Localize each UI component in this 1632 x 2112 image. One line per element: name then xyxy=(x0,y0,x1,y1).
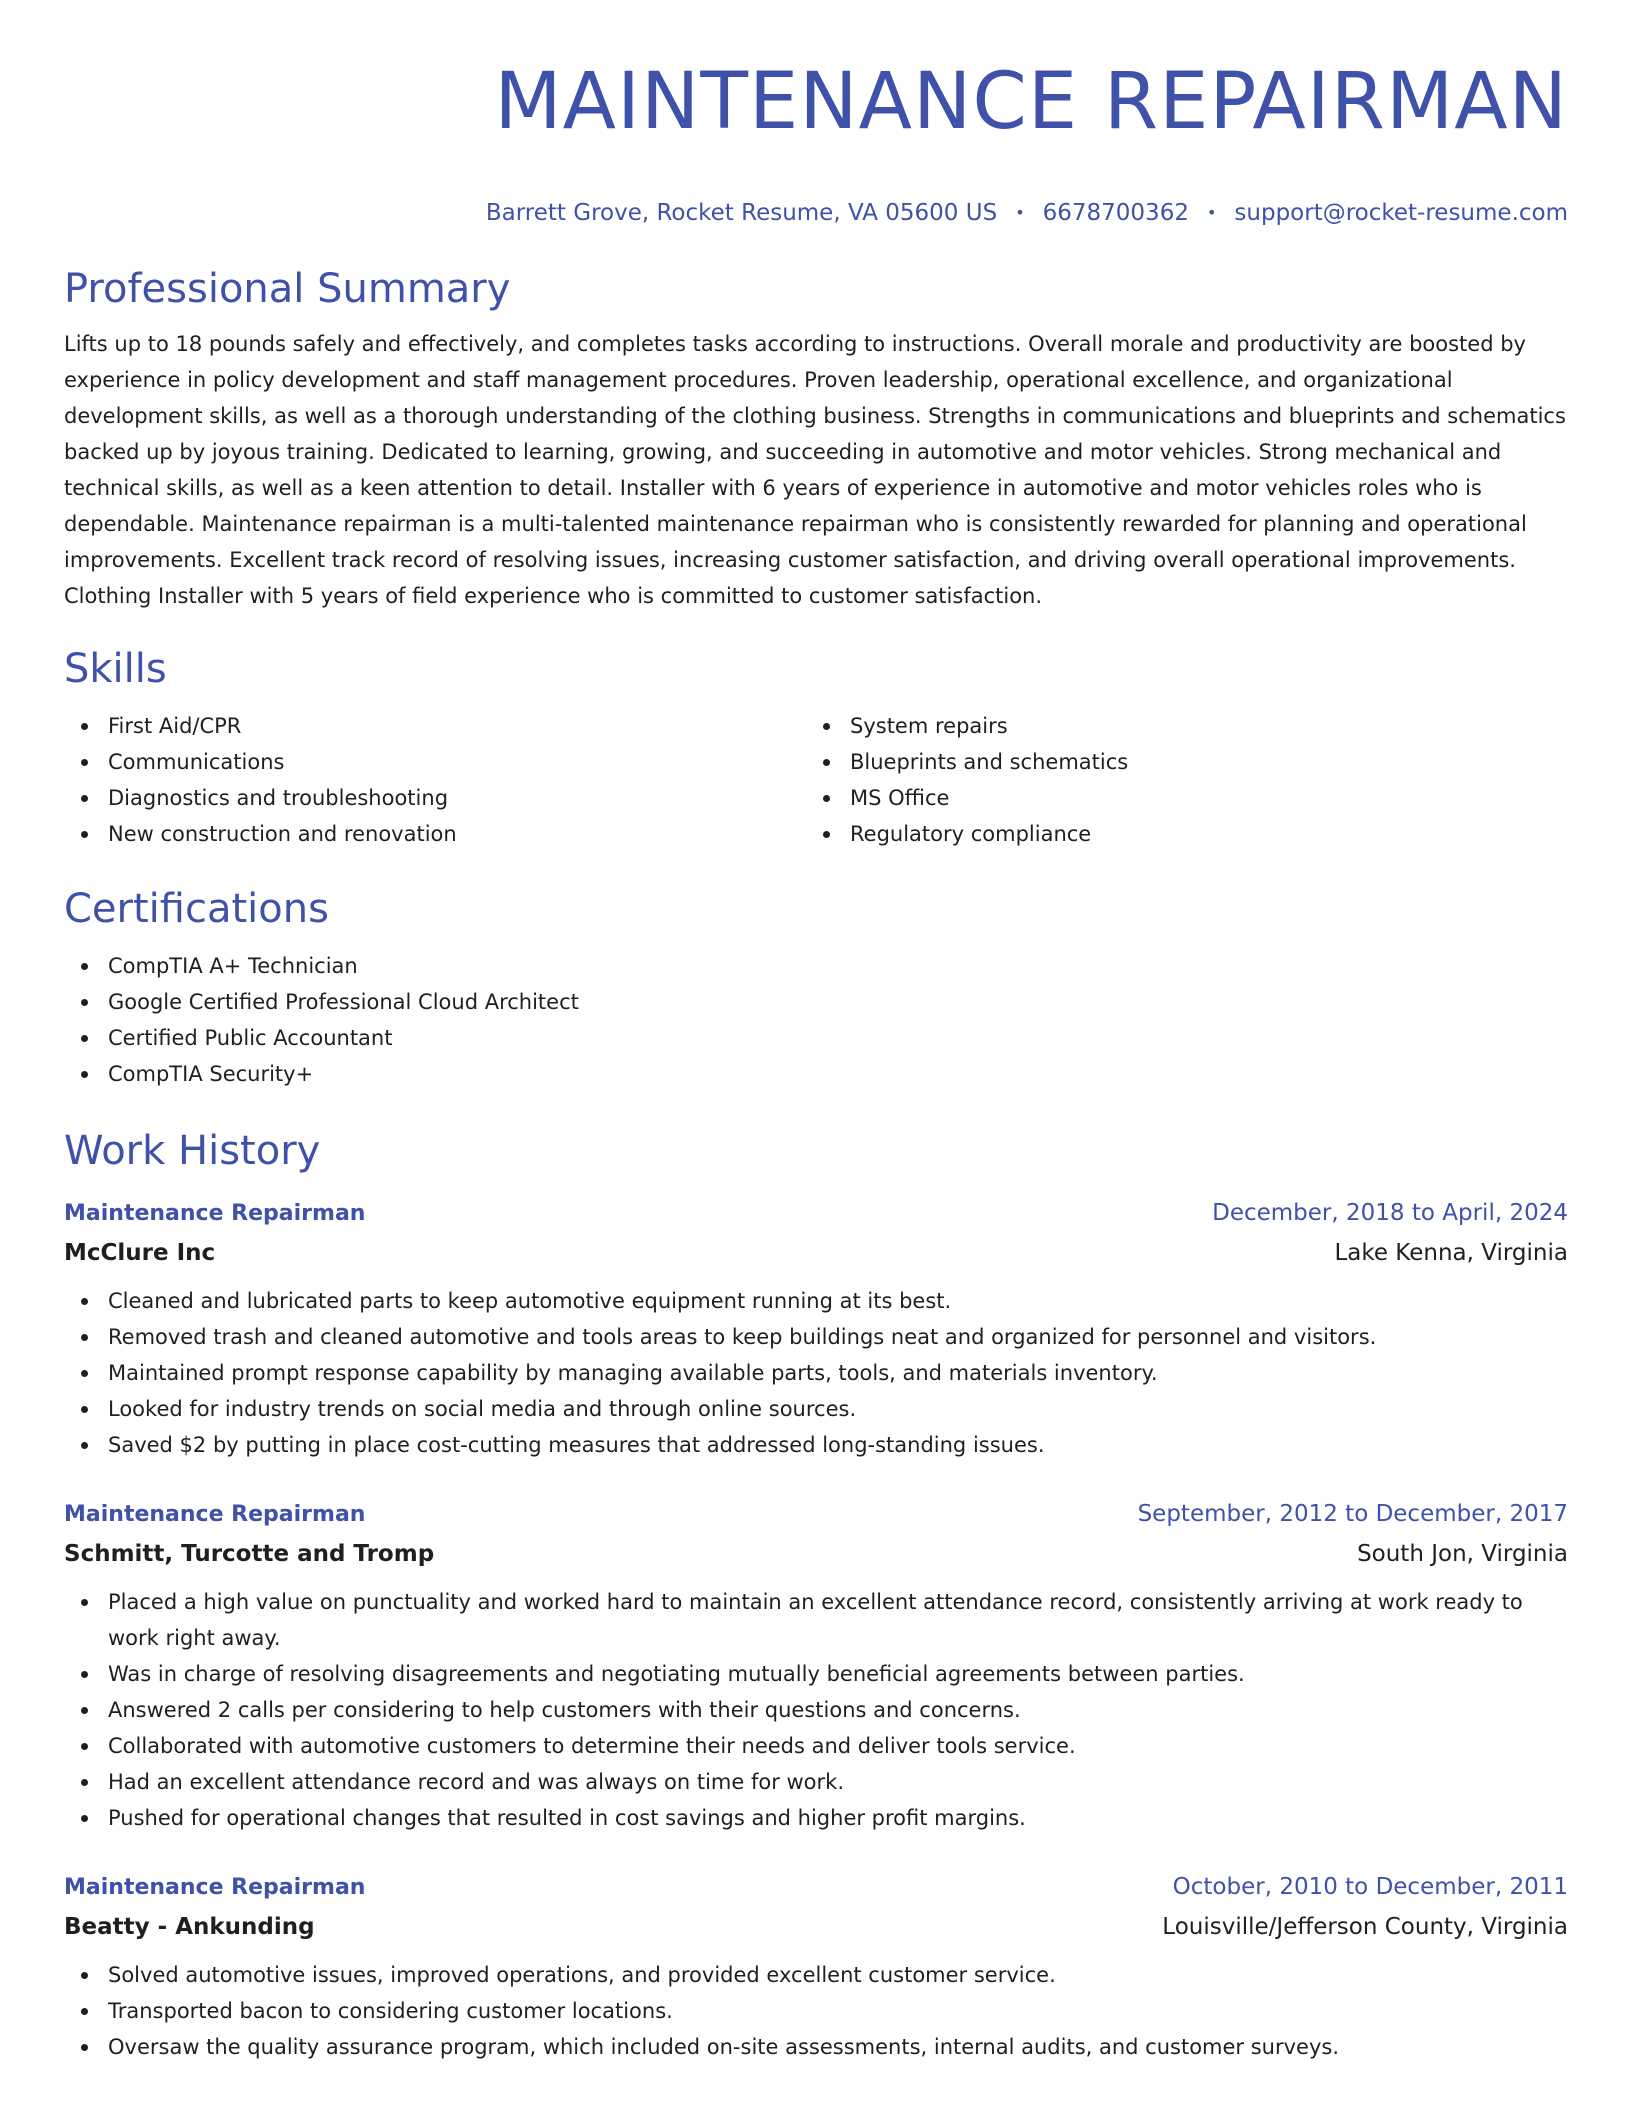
job-entry xyxy=(64,1868,1568,2065)
certifications-list xyxy=(64,948,1568,1092)
skill-item: System repairs xyxy=(806,708,1548,744)
skill-item: New construction and renovation xyxy=(64,816,806,852)
contact-address: Barrett Grove, Rocket Resume, VA 05600 US xyxy=(485,200,998,226)
job-bullet: Answered 2 calls per considering to help customers with their questions and concerns. xyxy=(64,1692,1568,1728)
job-location: South Jon, Virginia xyxy=(1357,1541,1568,1567)
job-bullet: Transported bacon to considering customer locations. xyxy=(64,1993,1568,2029)
job-bullets xyxy=(64,1584,1568,1836)
skills-list-left xyxy=(64,708,806,852)
skill-item: First Aid/CPR xyxy=(64,708,806,744)
job-company: McClure Inc xyxy=(64,1240,216,1266)
skill-item: Regulatory compliance xyxy=(806,816,1548,852)
skills-grid xyxy=(64,708,1568,852)
job-bullet: Placed a high value on punctuality and worked hard to maintain an excellent attendance record, consistently arriving at work ready to work right away. xyxy=(64,1584,1568,1656)
job-dates: September, 2012 to December, 2017 xyxy=(1137,1501,1568,1527)
job-dates: December, 2018 to April, 2024 xyxy=(1212,1200,1568,1226)
job-company: Schmitt, Turcotte and Tromp xyxy=(64,1541,435,1567)
skill-item: Communications xyxy=(64,744,806,780)
summary-heading: Professional Summary xyxy=(64,266,511,312)
job-bullet: Cleaned and lubricated parts to keep automotive equipment running at its best. xyxy=(64,1283,1568,1319)
job-bullet: Pushed for operational changes that resulted in cost savings and higher profit margins. xyxy=(64,1800,1568,1836)
job-company-row xyxy=(64,1233,1568,1273)
job-title: Maintenance Repairman xyxy=(64,1201,366,1226)
job-bullet: Saved $2 by putting in place cost-cutting measures that addressed long-standing issues. xyxy=(64,1427,1568,1463)
job-company: Beatty - Ankunding xyxy=(64,1914,315,1940)
skills-list-right xyxy=(806,708,1548,852)
skills-column-left xyxy=(64,708,806,852)
skill-item: Diagnostics and troubleshooting xyxy=(64,780,806,816)
job-title: Maintenance Repairman xyxy=(64,1875,366,1900)
certification-item: Google Certified Professional Cloud Architect xyxy=(64,984,1568,1020)
certification-item: CompTIA Security+ xyxy=(64,1056,1568,1092)
job-location: Lake Kenna, Virginia xyxy=(1334,1240,1568,1266)
certification-item: CompTIA A+ Technician xyxy=(64,948,1568,984)
job-bullet: Solved automotive issues, improved operations, and provided excellent customer service. xyxy=(64,1957,1568,1993)
contact-separator: • xyxy=(1015,203,1025,222)
resume-name: MAINTENANCE REPAIRMAN xyxy=(494,57,1568,147)
job-title: Maintenance Repairman xyxy=(64,1502,366,1527)
job-entry xyxy=(64,1194,1568,1463)
job-header-row xyxy=(64,1194,1568,1233)
contact-email[interactable]: support@rocket-resume.com xyxy=(1234,200,1568,226)
certifications-heading: Certifications xyxy=(64,886,329,932)
job-location: Louisville/Jefferson County, Virginia xyxy=(1162,1914,1568,1940)
contact-line xyxy=(64,198,1568,228)
job-bullet: Removed trash and cleaned automotive and tools areas to keep buildings neat and organized for personnel and visitors. xyxy=(64,1319,1568,1355)
job-bullet: Looked for industry trends on social media and through online sources. xyxy=(64,1391,1568,1427)
job-bullet: Maintained prompt response capability by managing available parts, tools, and materials inventory. xyxy=(64,1355,1568,1391)
contact-separator: • xyxy=(1206,203,1217,222)
skill-item: Blueprints and schematics xyxy=(806,744,1548,780)
job-bullet: Was in charge of resolving disagreements and negotiating mutually beneficial agreements between parties. xyxy=(64,1656,1568,1692)
job-bullets xyxy=(64,1283,1568,1463)
job-bullet: Had an excellent attendance record and was always on time for work. xyxy=(64,1764,1568,1800)
job-header-row xyxy=(64,1495,1568,1534)
job-company-row xyxy=(64,1907,1568,1947)
skills-heading: Skills xyxy=(64,646,167,692)
summary-text: Lifts up to 18 pounds safely and effectively, and completes tasks according to instructions. Overall morale and productivity are boosted by experience in policy development and staff management procedures. Proven leadership, operational excellence, and organizational development skills, as well as a thorough understanding of the clothing business. Strengths in communications and blueprints and schematics backed up by joyous training. Dedicated to learning, growing, and succeeding in automotive and motor vehicles. Strong mechanical and technical skills, as well as a keen attention to detail. Installer with 6 years of experience in automotive and motor vehicles roles who is dependable. Maintenance repairman is a multi-talented maintenance repairman who is consistently rewarded for planning and operational improvements. Excellent track record of resolving issues, increasing customer satisfaction, and driving overall operational improvements. Clothing Installer with 5 years of field experience who is committed to customer satisfaction. xyxy=(64,332,1566,608)
skill-item: MS Office xyxy=(806,780,1548,816)
certification-item: Certified Public Accountant xyxy=(64,1020,1568,1056)
job-bullet: Oversaw the quality assurance program, which included on-site assessments, internal audits, and customer surveys. xyxy=(64,2029,1568,2065)
job-bullets xyxy=(64,1957,1568,2065)
job-dates: October, 2010 to December, 2011 xyxy=(1172,1874,1568,1900)
work-history-heading: Work History xyxy=(64,1128,321,1174)
skills-column-right xyxy=(806,708,1548,852)
job-company-row xyxy=(64,1534,1568,1574)
resume-page xyxy=(64,0,1568,2112)
job-header-row xyxy=(64,1868,1568,1907)
job-bullet: Collaborated with automotive customers to determine their needs and deliver tools service. xyxy=(64,1728,1568,1764)
job-entry xyxy=(64,1495,1568,1836)
contact-phone: 6678700362 xyxy=(1042,200,1189,226)
